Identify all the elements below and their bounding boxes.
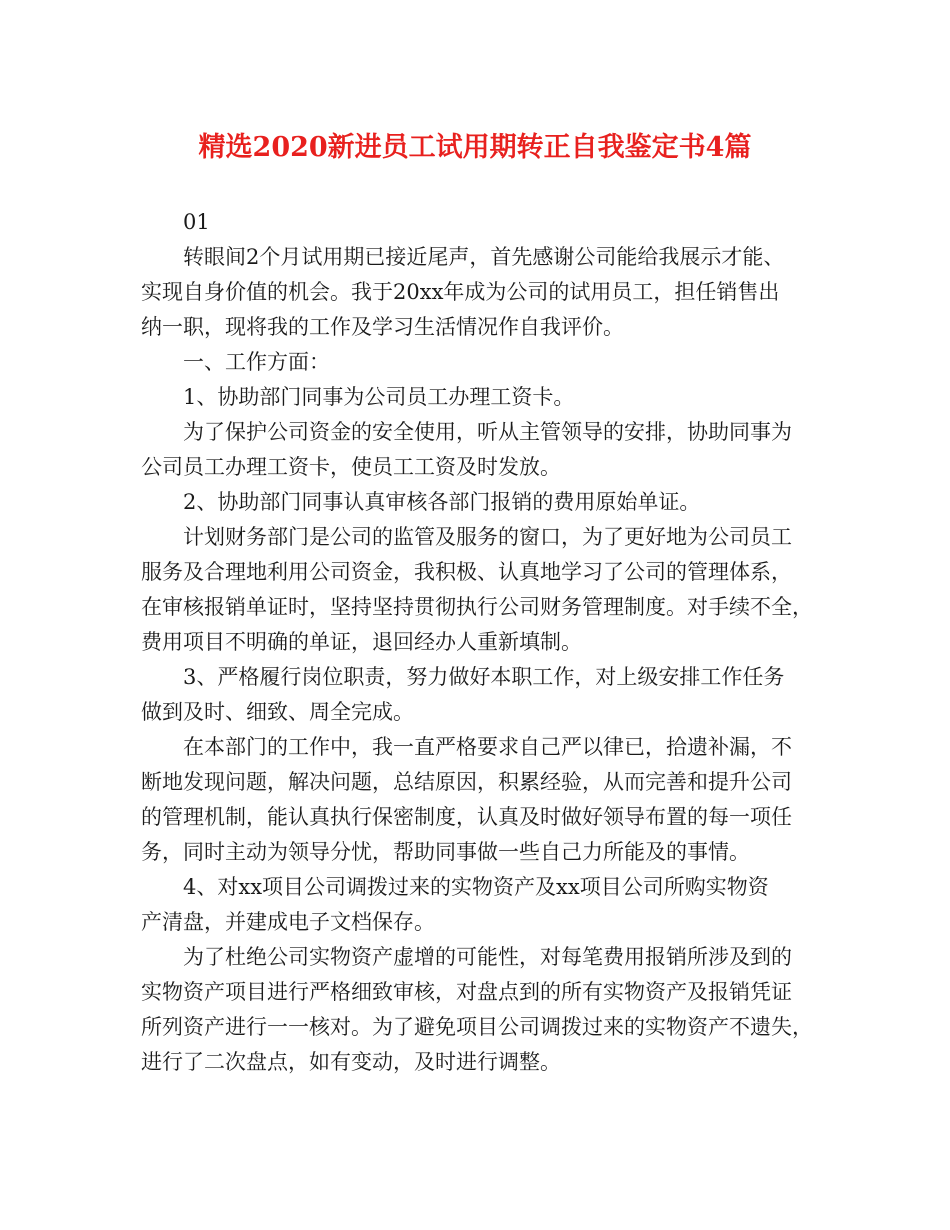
paragraph-line: 纳一职，现将我的工作及学习生活情况作自我评价。 [141,315,624,339]
paragraph-line: 产清盘，并建成电子文档保存。 [141,910,435,934]
paragraph-line: 转眼间2个月试用期已接近尾声，首先感谢公司能给我展示才能、 [183,245,785,269]
paragraph-line: 为了保护公司资金的安全使用，听从主管领导的安排，协助同事为 [183,420,792,444]
paragraph-line: 在审核报销单证时，坚持坚持贯彻执行公司财务管理制度。对手续不全， [141,595,813,619]
paragraph-line: 1、协助部门同事为公司员工办理工资卡。 [183,385,575,409]
paragraph-line: 计划财务部门是公司的监管及服务的窗口，为了更好地为公司员工 [183,525,792,549]
paragraph-line: 所列资产进行一一核对。为了避免项目公司调拨过来的实物资产不遗失， [141,1015,813,1039]
paragraph-line: 4、对xx项目公司调拨过来的实物资产及xx项目公司所购实物资 [183,875,769,899]
paragraph-line: 公司员工办理工资卡，使员工工资及时发放。 [141,455,561,479]
paragraph-line: 的管理机制，能认真执行保密制度，认真及时做好领导布置的每一项任 [141,805,792,829]
paragraph-line: 为了杜绝公司实物资产虚增的可能性，对每笔费用报销所涉及到的 [183,945,792,969]
paragraph-line: 3、严格履行岗位职责，努力做好本职工作，对上级安排工作任务 [183,665,785,689]
paragraph-line: 在本部门的工作中，我一直严格要求自己严以律已，拾遗补漏，不 [183,735,792,759]
paragraph-line: 一、工作方面： [183,350,330,374]
paragraph-line: 做到及时、细致、周全完成。 [141,700,414,724]
paragraph-line: 2、协助部门同事认真审核各部门报销的费用原始单证。 [183,490,701,514]
paragraph-line: 务，同时主动为领导分忧，帮助同事做一些自己力所能及的事情。 [141,840,750,864]
paragraph-line: 实物资产项目进行严格细致审核，对盘点到的所有实物资产及报销凭证 [141,980,792,1004]
paragraph-line: 进行了二次盘点，如有变动，及时进行调整。 [141,1050,561,1074]
paragraph-line: 01 [183,210,210,234]
paragraph-line: 断地发现问题，解决问题，总结原因，积累经验，从而完善和提升公司 [141,770,792,794]
document-body [141,205,821,1080]
paragraph-line: 实现自身价值的机会。我于20xx年成为公司的试用员工，担任销售出 [141,280,780,304]
document-title: 精选2020新进员工试用期转正自我鉴定书4篇 [198,132,752,163]
paragraph-line: 费用项目不明确的单证，退回经办人重新填制。 [141,630,582,654]
paragraph-line: 服务及合理地利用公司资金，我积极、认真地学习了公司的管理体系， [141,560,792,584]
